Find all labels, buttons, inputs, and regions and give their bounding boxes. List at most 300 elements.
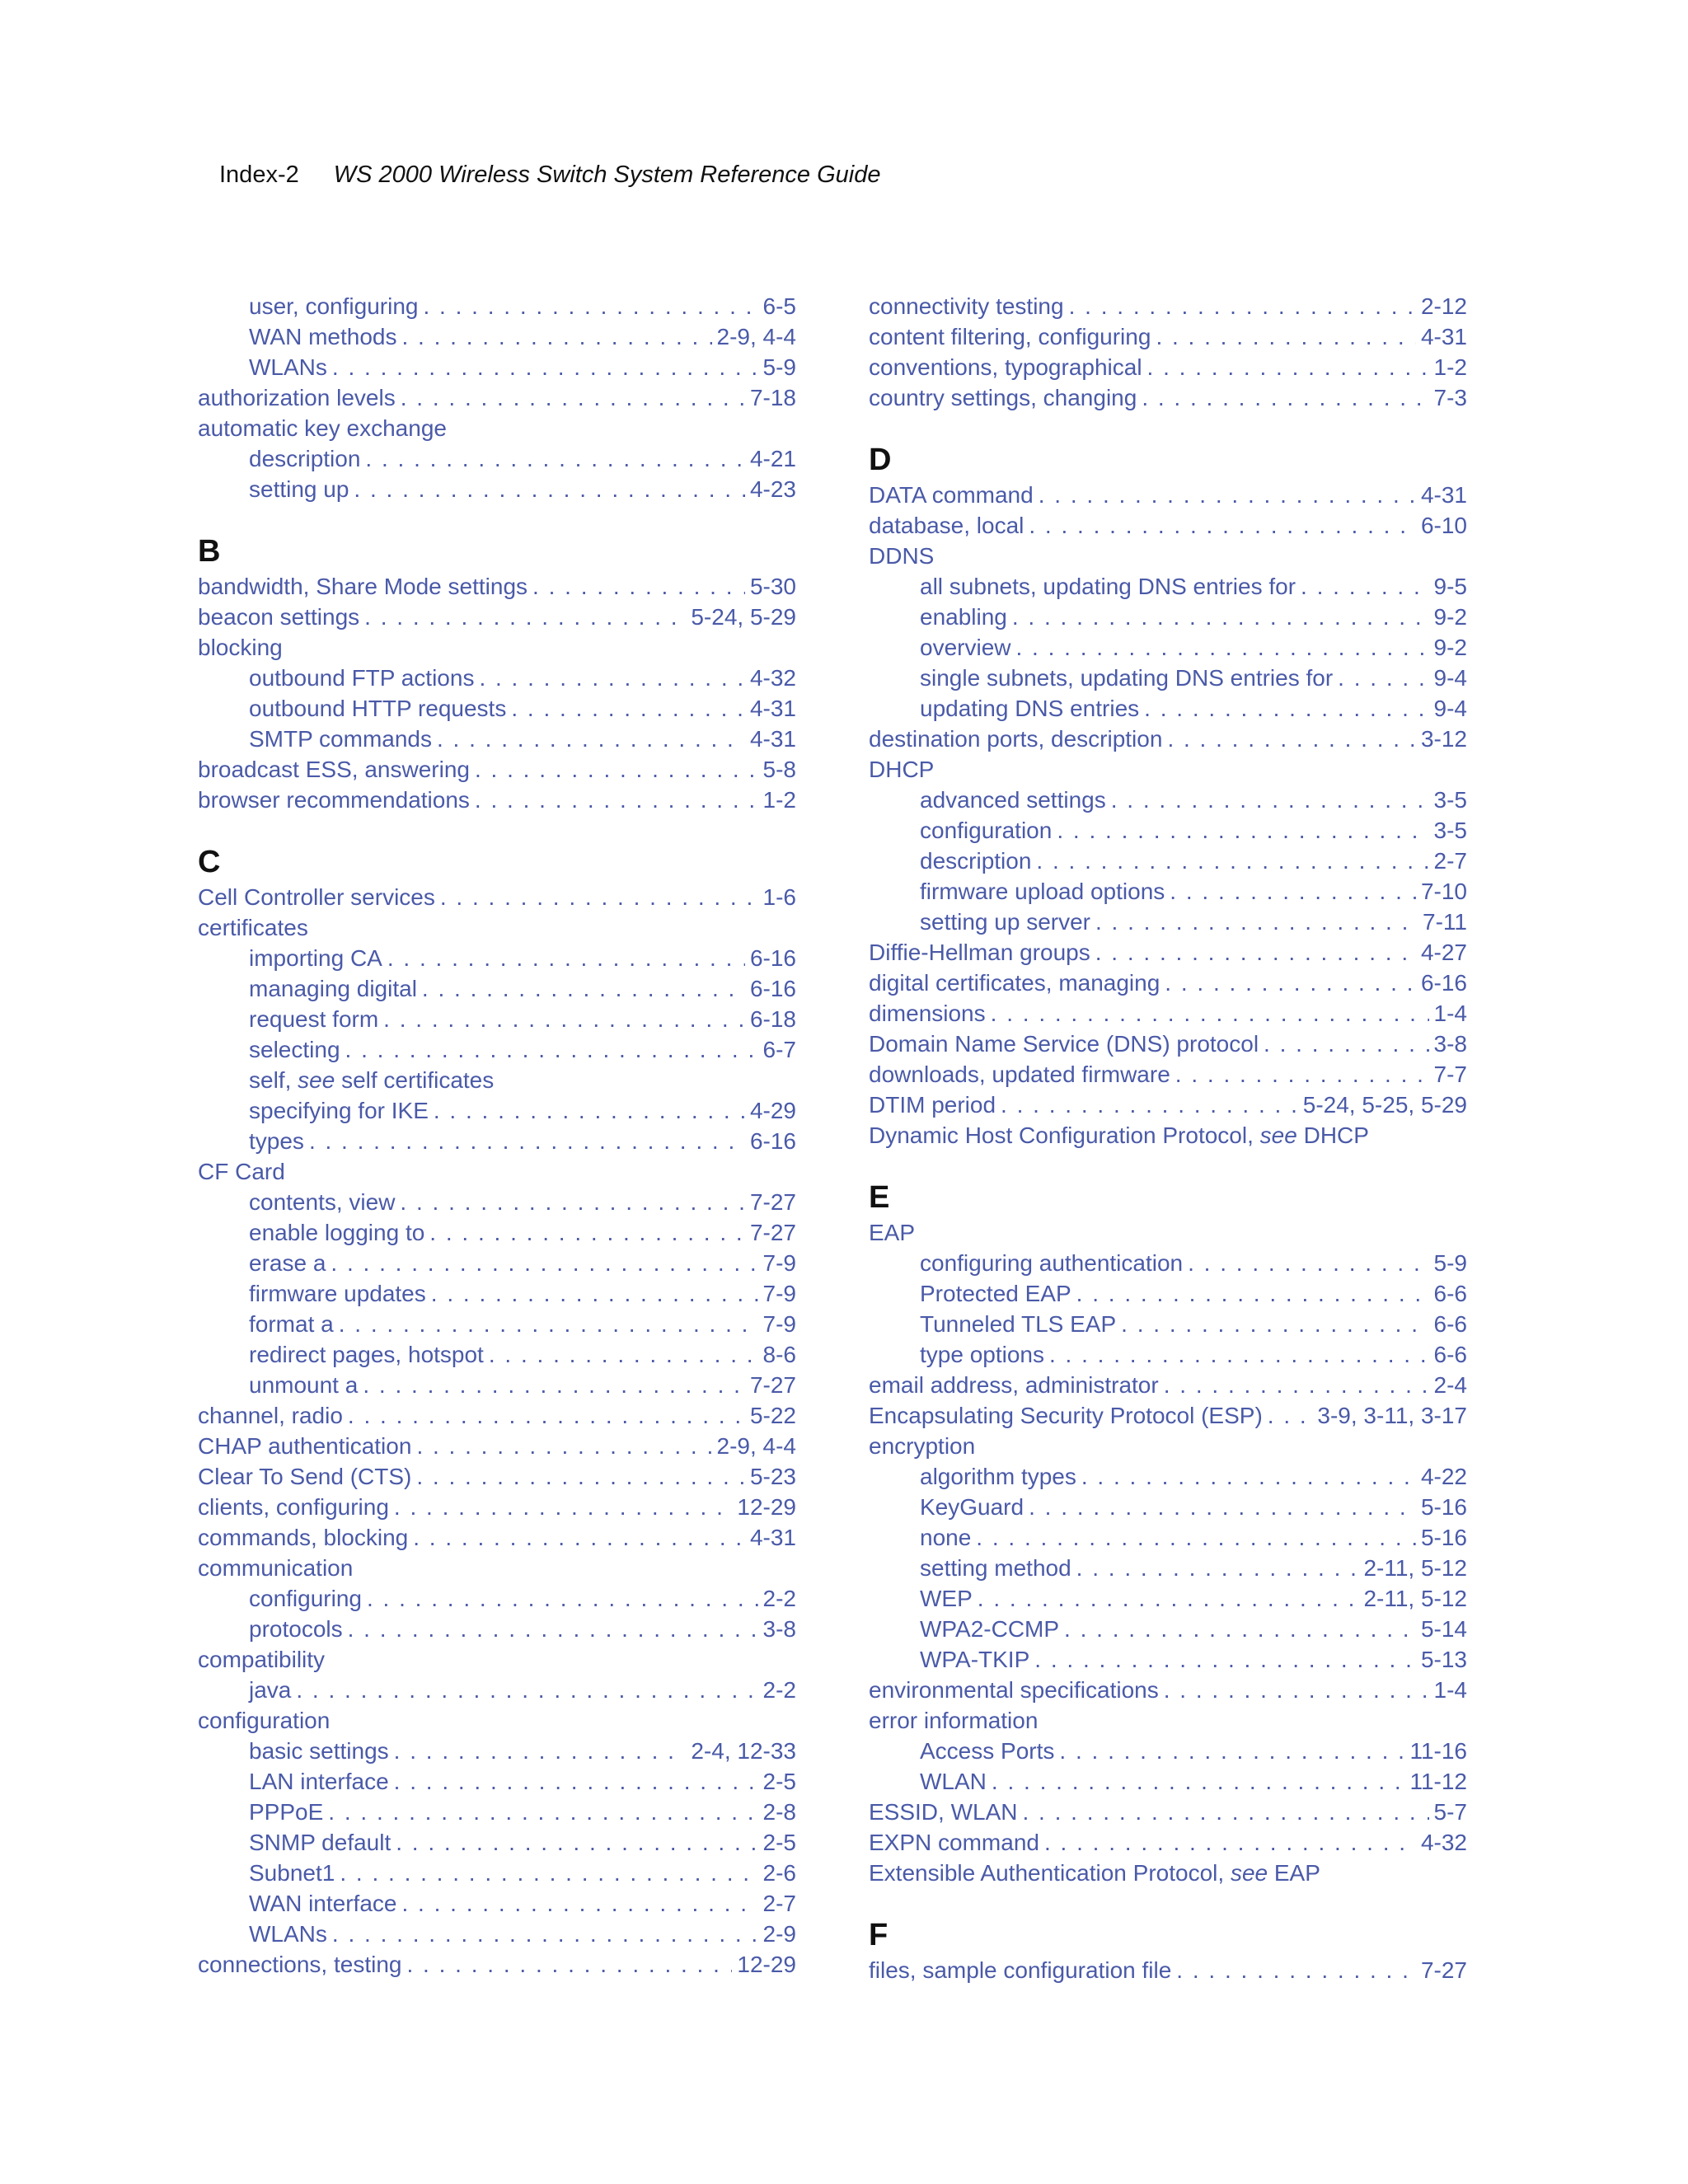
index-page-refs[interactable]: 12-29 — [737, 1494, 796, 1520]
index-entry[interactable] — [198, 1644, 796, 1675]
index-subentry[interactable] — [869, 1583, 1467, 1614]
dot-leader — [1076, 1278, 1429, 1309]
index-page-refs[interactable]: 3-5 — [1433, 818, 1467, 843]
index-entry[interactable] — [869, 321, 1467, 352]
index-term: channel, radio — [198, 1403, 343, 1428]
index-entry[interactable] — [198, 912, 796, 943]
dot-leader — [1029, 510, 1416, 541]
index-subentry[interactable] — [869, 1736, 1467, 1766]
index-entry[interactable] — [198, 1492, 796, 1522]
index-entry[interactable] — [869, 1059, 1467, 1090]
index-term: CHAP authentication — [198, 1433, 412, 1459]
index-page-refs[interactable]: 4-31 — [749, 1525, 796, 1550]
index-page-refs[interactable]: 2-11, 5-12 — [1363, 1586, 1467, 1611]
index-term: request form — [249, 1006, 379, 1032]
index-subentry[interactable] — [869, 571, 1467, 602]
index-term: CF Card — [198, 1159, 285, 1184]
index-term: redirect pages, hotspot — [249, 1342, 484, 1367]
index-page-refs[interactable]: 5-24, 5-29 — [691, 604, 796, 630]
index-entry[interactable] — [198, 602, 796, 632]
dot-leader — [367, 1583, 758, 1614]
index-subentry[interactable] — [869, 632, 1467, 663]
index-entry[interactable] — [198, 785, 796, 815]
index-page-refs[interactable]: 7-27 — [749, 1372, 796, 1398]
index-subentry[interactable] — [198, 1339, 796, 1370]
index-term: WPA-TKIP — [920, 1647, 1030, 1672]
index-page-refs[interactable]: 7-11 — [1423, 909, 1467, 935]
index-term: protocols — [249, 1616, 343, 1642]
index-subentry[interactable] — [198, 1065, 796, 1095]
index-term: WLANs — [249, 354, 327, 380]
dot-leader — [1164, 1370, 1429, 1400]
dot-leader — [1076, 1553, 1359, 1583]
index-term: Encapsulating Security Protocol (ESP) — [869, 1403, 1263, 1428]
index-subentry[interactable] — [198, 1583, 796, 1614]
index-term: description — [249, 446, 361, 471]
dot-leader — [1064, 1614, 1416, 1644]
index-entry[interactable] — [198, 1400, 796, 1431]
dot-leader — [394, 1766, 758, 1797]
index-term: error information — [869, 1708, 1039, 1733]
index-subentry[interactable] — [869, 663, 1467, 693]
index-page-refs[interactable]: 3-12 — [1420, 726, 1467, 752]
dot-leader — [1164, 1675, 1429, 1705]
index-entry[interactable] — [198, 1156, 796, 1187]
index-subentry[interactable] — [869, 602, 1467, 632]
index-subentry[interactable] — [869, 1461, 1467, 1492]
index-term: EAP — [869, 1220, 916, 1245]
index-subentry[interactable] — [198, 443, 796, 474]
index-page-refs[interactable]: 2-4, 12-33 — [691, 1738, 796, 1764]
index-term: destination ports, description — [869, 726, 1163, 752]
index-entry[interactable] — [198, 571, 796, 602]
index-subentry[interactable] — [198, 1827, 796, 1858]
dot-leader — [401, 382, 745, 413]
index-entry[interactable] — [869, 1955, 1467, 1985]
index-page-refs[interactable]: 6-10 — [1420, 513, 1467, 538]
index-page-refs[interactable]: 7-27 — [749, 1220, 796, 1245]
index-entry[interactable] — [869, 1431, 1467, 1461]
index-page-refs[interactable]: 2-9, 4-4 — [716, 1433, 796, 1459]
index-subentry[interactable] — [198, 1187, 796, 1217]
index-page-refs[interactable]: 9-2 — [1433, 604, 1467, 630]
index-term: Cell Controller services — [198, 884, 435, 910]
index-page-refs[interactable]: 7-9 — [762, 1250, 796, 1276]
index-page-refs[interactable]: 9-2 — [1433, 635, 1467, 660]
index-subentry[interactable] — [198, 1034, 796, 1065]
index-page-refs[interactable]: 5-7 — [1433, 1799, 1467, 1825]
index-entry[interactable] — [869, 1797, 1467, 1827]
index-page-refs[interactable]: 2-8 — [762, 1799, 796, 1825]
index-subentry[interactable] — [198, 1004, 796, 1034]
dot-leader — [1188, 1248, 1428, 1278]
index-page-refs[interactable]: 9-4 — [1433, 696, 1467, 721]
index-page-refs[interactable]: 2-9, 4-4 — [716, 324, 796, 349]
index-subentry[interactable] — [198, 1675, 796, 1705]
index-page-refs[interactable]: 5-30 — [749, 574, 796, 599]
index-entry[interactable] — [869, 1858, 1467, 1888]
index-subentry[interactable] — [869, 1522, 1467, 1553]
index-page-refs[interactable]: 5-14 — [1420, 1616, 1467, 1642]
dot-leader — [400, 1187, 745, 1217]
index-page-refs[interactable]: 6-6 — [1433, 1311, 1467, 1337]
index-entry[interactable] — [869, 1400, 1467, 1431]
index-entry[interactable] — [198, 1431, 796, 1461]
index-entry[interactable] — [198, 1705, 796, 1736]
index-term: connectivity testing — [869, 293, 1064, 319]
index-page-refs[interactable]: 3-5 — [1433, 787, 1467, 813]
index-subentry[interactable] — [198, 724, 796, 754]
index-subentry[interactable] — [869, 876, 1467, 907]
index-subentry[interactable] — [869, 1492, 1467, 1522]
index-page-refs[interactable]: 1-2 — [1433, 354, 1467, 380]
index-entry[interactable] — [869, 1705, 1467, 1736]
index-subentry[interactable] — [869, 693, 1467, 724]
index-page-refs[interactable]: 2-7 — [1433, 848, 1467, 874]
index-page-refs[interactable]: 1-4 — [1433, 1001, 1467, 1026]
index-page-refs[interactable]: 2-5 — [762, 1830, 796, 1855]
index-letter-heading: B — [198, 534, 221, 569]
index-subentry[interactable] — [869, 815, 1467, 846]
index-letter-heading: E — [869, 1180, 890, 1215]
index-page-refs[interactable]: 6-16 — [749, 976, 796, 1001]
index-term: updating DNS entries — [920, 696, 1140, 721]
dot-leader — [1012, 602, 1429, 632]
index-term: certificates — [198, 915, 308, 940]
index-page-refs[interactable]: 11-12 — [1409, 1769, 1467, 1794]
index-term: types — [249, 1128, 304, 1154]
dot-leader — [365, 443, 745, 474]
page-number: Index-2 — [219, 162, 299, 188]
dot-leader — [401, 321, 711, 352]
index-term: selecting — [249, 1037, 340, 1062]
index-page-refs[interactable]: 3-8 — [762, 1616, 796, 1642]
index-page-refs[interactable]: 4-23 — [749, 476, 796, 502]
dot-leader — [1301, 571, 1429, 602]
index-page-refs[interactable]: 7-27 — [749, 1189, 796, 1215]
index-entry[interactable] — [198, 632, 796, 663]
index-term: DDNS — [869, 543, 935, 569]
index-page-refs[interactable]: 4-22 — [1420, 1464, 1467, 1489]
dot-leader — [296, 1675, 757, 1705]
index-subentry[interactable] — [198, 1248, 796, 1278]
index-term: Dynamic Host Configuration Protocol, see DHCP — [869, 1122, 1369, 1148]
index-page-refs[interactable]: 4-31 — [1420, 324, 1467, 349]
index-entry[interactable] — [869, 754, 1467, 785]
index-page-refs[interactable]: 7-9 — [762, 1311, 796, 1337]
index-page-refs[interactable]: 2-2 — [762, 1586, 796, 1611]
index-subentry[interactable] — [198, 1614, 796, 1644]
index-term: importing CA — [249, 945, 382, 971]
index-page-refs[interactable]: 6-7 — [762, 1037, 796, 1062]
index-page-refs[interactable]: 2-11, 5-12 — [1363, 1555, 1467, 1581]
index-entry[interactable] — [198, 1553, 796, 1583]
dot-leader — [1059, 1736, 1404, 1766]
dot-leader — [1095, 937, 1416, 968]
index-term: WAN methods — [249, 324, 397, 349]
index-entry[interactable] — [869, 352, 1467, 382]
index-subentry[interactable] — [198, 1309, 796, 1339]
dot-leader — [422, 973, 745, 1004]
index-subentry[interactable] — [198, 1736, 796, 1766]
index-page-refs[interactable]: 6-5 — [762, 293, 796, 319]
index-page-refs[interactable]: 4-32 — [1420, 1830, 1467, 1855]
index-page-refs[interactable]: 1-2 — [762, 787, 796, 813]
index-term: user, configuring — [249, 293, 419, 319]
index-term: email address, administrator — [869, 1372, 1159, 1398]
dot-leader — [383, 1004, 745, 1034]
index-entry[interactable] — [869, 1675, 1467, 1705]
index-term: SNMP default — [249, 1830, 392, 1855]
index-subentry[interactable] — [869, 1644, 1467, 1675]
index-page-refs[interactable]: 2-4 — [1433, 1372, 1467, 1398]
index-entry[interactable] — [198, 1461, 796, 1492]
index-entry[interactable] — [869, 382, 1467, 413]
index-subentry[interactable] — [198, 943, 796, 973]
index-page-refs[interactable]: 9-5 — [1433, 574, 1467, 599]
index-entry[interactable] — [869, 1029, 1467, 1059]
index-subentry[interactable] — [198, 1126, 796, 1156]
index-subentry[interactable] — [198, 291, 796, 321]
index-term: digital certificates, managing — [869, 970, 1160, 996]
index-page-refs[interactable]: 6-6 — [1433, 1281, 1467, 1306]
index-subentry[interactable] — [869, 785, 1467, 815]
index-term: managing digital — [249, 976, 417, 1001]
dot-leader — [1044, 1827, 1416, 1858]
dot-leader — [1095, 907, 1418, 937]
index-page-refs[interactable]: 7-9 — [762, 1281, 796, 1306]
index-page-refs[interactable]: 7-3 — [1433, 385, 1467, 410]
dot-leader — [1121, 1309, 1428, 1339]
index-column-left — [198, 291, 796, 1980]
index-page-refs[interactable]: 2-5 — [762, 1769, 796, 1794]
index-term: communication — [198, 1555, 354, 1581]
index-term: description — [920, 848, 1032, 874]
index-term: Diffie-Hellman groups — [869, 940, 1090, 965]
index-entry[interactable] — [869, 480, 1467, 510]
index-page-refs[interactable]: 9-4 — [1433, 665, 1467, 691]
index-subentry[interactable] — [198, 352, 796, 382]
index-subentry[interactable] — [869, 1339, 1467, 1370]
dot-leader — [1156, 321, 1416, 352]
index-term: WLAN — [920, 1769, 987, 1794]
index-subentry[interactable] — [869, 1614, 1467, 1644]
index-subentry[interactable] — [198, 1858, 796, 1888]
index-term: bandwidth, Share Mode settings — [198, 574, 528, 599]
index-subentry[interactable] — [198, 1766, 796, 1797]
dot-leader — [489, 1339, 758, 1370]
index-page-refs[interactable]: 5-16 — [1420, 1494, 1467, 1520]
index-term: advanced settings — [920, 787, 1106, 813]
dot-leader — [479, 663, 745, 693]
index-page-refs[interactable]: 4-31 — [1420, 482, 1467, 508]
index-term: SMTP commands — [249, 726, 432, 752]
dot-leader — [354, 474, 745, 504]
index-subentry[interactable] — [198, 973, 796, 1004]
index-subentry[interactable] — [869, 1248, 1467, 1278]
index-page-refs[interactable]: 7-7 — [1433, 1062, 1467, 1087]
index-term: WEP — [920, 1586, 973, 1611]
index-entry[interactable] — [198, 1522, 796, 1553]
index-entry[interactable] — [869, 968, 1467, 998]
index-page-refs[interactable]: 7-27 — [1420, 1957, 1467, 1983]
dot-leader — [1170, 876, 1416, 907]
index-subentry[interactable] — [869, 1766, 1467, 1797]
index-page-refs[interactable]: 7-18 — [749, 385, 796, 410]
dot-leader — [475, 754, 758, 785]
index-entry[interactable] — [869, 1217, 1467, 1248]
index-subentry[interactable] — [198, 1095, 796, 1126]
index-subentry[interactable] — [869, 846, 1467, 876]
index-entry[interactable] — [869, 1090, 1467, 1120]
index-page-refs[interactable]: 3-8 — [1433, 1031, 1467, 1057]
index-subentry[interactable] — [869, 907, 1467, 937]
index-page-refs[interactable]: 4-31 — [749, 726, 796, 752]
index-subentry[interactable] — [198, 1370, 796, 1400]
index-entry[interactable] — [869, 1370, 1467, 1400]
index-term: firmware updates — [249, 1281, 426, 1306]
index-term: DATA command — [869, 482, 1034, 508]
index-term: contents, view — [249, 1189, 396, 1215]
dot-leader — [437, 724, 745, 754]
index-term: outbound FTP actions — [249, 665, 475, 691]
index-subentry[interactable] — [198, 321, 796, 352]
index-term: configuration — [198, 1708, 331, 1733]
index-page-refs[interactable]: 1-4 — [1433, 1677, 1467, 1703]
index-subentry[interactable] — [198, 693, 796, 724]
index-page-refs[interactable]: 11-16 — [1409, 1738, 1467, 1764]
dot-leader — [416, 1461, 745, 1492]
index-subentry[interactable] — [198, 1797, 796, 1827]
index-entry[interactable] — [869, 1120, 1467, 1151]
dot-leader — [1142, 382, 1428, 413]
index-page-refs[interactable]: 5-16 — [1420, 1525, 1467, 1550]
running-title: WS 2000 Wireless Switch System Reference Guide — [333, 162, 881, 188]
index-page-refs[interactable]: 2-12 — [1420, 293, 1467, 319]
index-subentry[interactable] — [198, 1919, 796, 1949]
index-page-refs[interactable]: 12-29 — [737, 1952, 796, 1977]
dot-leader — [345, 1034, 758, 1065]
index-page-refs[interactable]: 5-8 — [762, 757, 796, 782]
index-subentry[interactable] — [198, 474, 796, 504]
index-term: commands, blocking — [198, 1525, 409, 1550]
index-subentry[interactable] — [198, 1278, 796, 1309]
index-page-refs[interactable]: 6-16 — [749, 945, 796, 971]
index-page-refs[interactable]: 4-29 — [749, 1098, 796, 1123]
dot-leader — [511, 693, 745, 724]
index-term: type options — [920, 1342, 1044, 1367]
index-page-refs[interactable]: 5-9 — [1433, 1250, 1467, 1276]
index-term: WPA2-CCMP — [920, 1616, 1060, 1642]
index-page-refs[interactable]: 5-9 — [762, 354, 796, 380]
index-subentry[interactable] — [869, 1278, 1467, 1309]
index-page-refs[interactable]: 3-9, 3-11, 3-17 — [1317, 1403, 1467, 1428]
index-term: setting up — [249, 476, 349, 502]
index-page-refs[interactable]: 2-7 — [762, 1891, 796, 1916]
dot-leader — [1057, 815, 1428, 846]
index-page-refs[interactable]: 8-6 — [762, 1342, 796, 1367]
dot-leader — [1147, 352, 1429, 382]
index-subentry[interactable] — [869, 1309, 1467, 1339]
index-page-refs[interactable]: 2-6 — [762, 1860, 796, 1886]
index-entry[interactable] — [869, 510, 1467, 541]
index-term: none — [920, 1525, 972, 1550]
index-term: country settings, changing — [869, 385, 1137, 410]
index-subentry[interactable] — [198, 1888, 796, 1919]
index-page-refs[interactable]: 4-32 — [749, 665, 796, 691]
index-term: beacon settings — [198, 604, 360, 630]
index-term: Extensible Authentication Protocol, see EAP — [869, 1860, 1320, 1886]
index-entry[interactable] — [198, 1949, 796, 1980]
index-page-refs[interactable]: 4-27 — [1420, 940, 1467, 965]
index-page-refs[interactable]: 6-18 — [749, 1006, 796, 1032]
index-page-refs[interactable]: 5-23 — [749, 1464, 796, 1489]
index-term: setting method — [920, 1555, 1071, 1581]
index-term: Access Ports — [920, 1738, 1055, 1764]
index-term: connections, testing — [198, 1952, 402, 1977]
index-letter-heading: C — [198, 845, 221, 879]
index-entry[interactable] — [869, 291, 1467, 321]
dot-leader — [1175, 1059, 1429, 1090]
dot-leader — [363, 1370, 745, 1400]
index-term: self, see self certificates — [249, 1067, 495, 1093]
index-entry[interactable] — [198, 882, 796, 912]
dot-leader — [431, 1278, 758, 1309]
index-entry[interactable] — [869, 724, 1467, 754]
dot-leader — [332, 1919, 758, 1949]
index-page-refs[interactable]: 6-6 — [1433, 1342, 1467, 1367]
dot-leader — [1268, 1400, 1313, 1431]
index-page-refs[interactable]: 5-22 — [749, 1403, 796, 1428]
index-subentry[interactable] — [198, 663, 796, 693]
index-entry[interactable] — [869, 541, 1467, 571]
dot-leader — [1264, 1029, 1428, 1059]
dot-leader — [1029, 1492, 1416, 1522]
index-page-refs[interactable]: 4-31 — [749, 696, 796, 721]
index-subentry[interactable] — [198, 1217, 796, 1248]
index-page-refs[interactable]: 6-16 — [749, 1128, 796, 1154]
index-page-refs[interactable]: 5-24, 5-25, 5-29 — [1302, 1092, 1467, 1118]
index-term: Clear To Send (CTS) — [198, 1464, 412, 1489]
index-entry[interactable] — [198, 382, 796, 413]
dot-leader — [440, 882, 758, 912]
index-term: database, local — [869, 513, 1025, 538]
index-entry[interactable] — [869, 998, 1467, 1029]
index-page-refs[interactable]: 4-21 — [749, 446, 796, 471]
index-page-refs[interactable]: 2-9 — [762, 1921, 796, 1947]
index-entry[interactable] — [198, 413, 796, 443]
dot-leader — [332, 352, 758, 382]
index-page-refs[interactable]: 2-2 — [762, 1677, 796, 1703]
index-entry[interactable] — [869, 937, 1467, 968]
index-term: enabling — [920, 604, 1007, 630]
index-page-refs[interactable]: 6-16 — [1420, 970, 1467, 996]
index-entry[interactable] — [198, 754, 796, 785]
index-page-refs[interactable]: 7-10 — [1420, 879, 1467, 904]
dot-leader — [396, 1827, 757, 1858]
dot-leader — [1049, 1339, 1429, 1370]
dot-leader — [1001, 1090, 1298, 1120]
dot-leader — [429, 1217, 745, 1248]
index-term: WLANs — [249, 1921, 327, 1947]
index-page-refs[interactable]: 5-13 — [1420, 1647, 1467, 1672]
index-subentry[interactable] — [869, 1553, 1467, 1583]
index-entry[interactable] — [869, 1827, 1467, 1858]
index-term: Subnet1 — [249, 1860, 335, 1886]
index-page-refs[interactable]: 1-6 — [762, 884, 796, 910]
index-term: specifying for IKE — [249, 1098, 429, 1123]
dot-leader — [1015, 632, 1428, 663]
